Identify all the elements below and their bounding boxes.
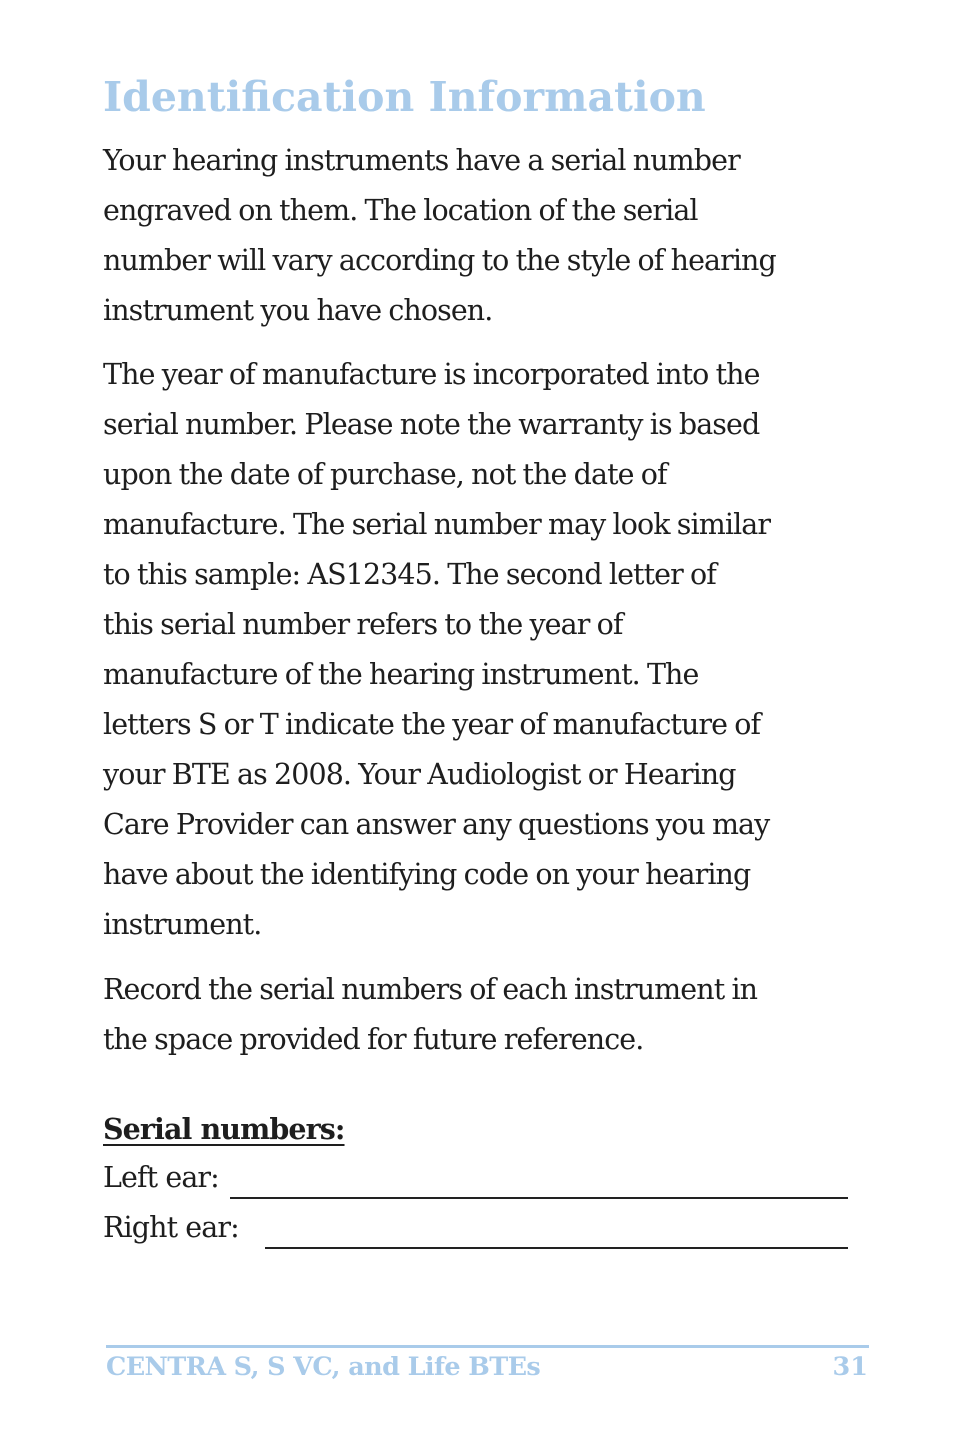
paragraph-record-instructions xyxy=(103,965,873,1065)
paragraph-line: have about the identifying code on your hearing xyxy=(103,858,751,891)
paragraph-line: Care Provider can answer any questions you may xyxy=(103,808,770,841)
paragraph-line: The year of manufacture is incorporated into the xyxy=(103,358,760,391)
paragraph-line: engraved on them. The location of the serial xyxy=(103,194,698,227)
paragraph-line: this serial number refers to the year of xyxy=(103,608,623,641)
paragraph-line: Record the serial numbers of each instrument in xyxy=(103,973,758,1006)
paragraph-line: upon the date of purchase, not the date of xyxy=(103,458,667,491)
paragraph-line: the space provided for future reference. xyxy=(103,1023,644,1056)
paragraph-line: instrument. xyxy=(103,908,262,941)
paragraph-line: to this sample: AS12345. The second letter of xyxy=(103,558,716,591)
left-ear-label: Left ear: xyxy=(103,1161,219,1194)
page-number: 31 xyxy=(832,1352,868,1382)
paragraph-line: letters S or T indicate the year of manufacture of xyxy=(103,708,761,741)
left-ear-blank-line[interactable] xyxy=(230,1197,848,1199)
serial-numbers-heading: Serial numbers: xyxy=(103,1112,345,1146)
paragraph-line: Your hearing instruments have a serial number xyxy=(103,144,740,177)
right-ear-serial-field[interactable] xyxy=(103,1203,848,1253)
paragraph-line: instrument you have chosen. xyxy=(103,294,493,327)
left-ear-serial-field[interactable] xyxy=(103,1153,848,1203)
right-ear-blank-line[interactable] xyxy=(265,1247,848,1249)
paragraph-line: number will vary according to the style of hearing xyxy=(103,244,776,277)
footer-product-name: CENTRA S, S VC, and Life BTEs xyxy=(106,1352,541,1382)
paragraph-line: serial number. Please note the warranty is based xyxy=(103,408,760,441)
paragraph-year-of-manufacture xyxy=(103,350,873,950)
paragraph-line: your BTE as 2008. Your Audiologist or Hearing xyxy=(103,758,736,791)
right-ear-label: Right ear: xyxy=(103,1211,239,1244)
paragraph-line: manufacture of the hearing instrument. The xyxy=(103,658,699,691)
paragraph-line: manufacture. The serial number may look similar xyxy=(103,508,771,541)
paragraph-serial-location xyxy=(103,136,873,336)
page-title: Identification Information xyxy=(103,73,706,121)
